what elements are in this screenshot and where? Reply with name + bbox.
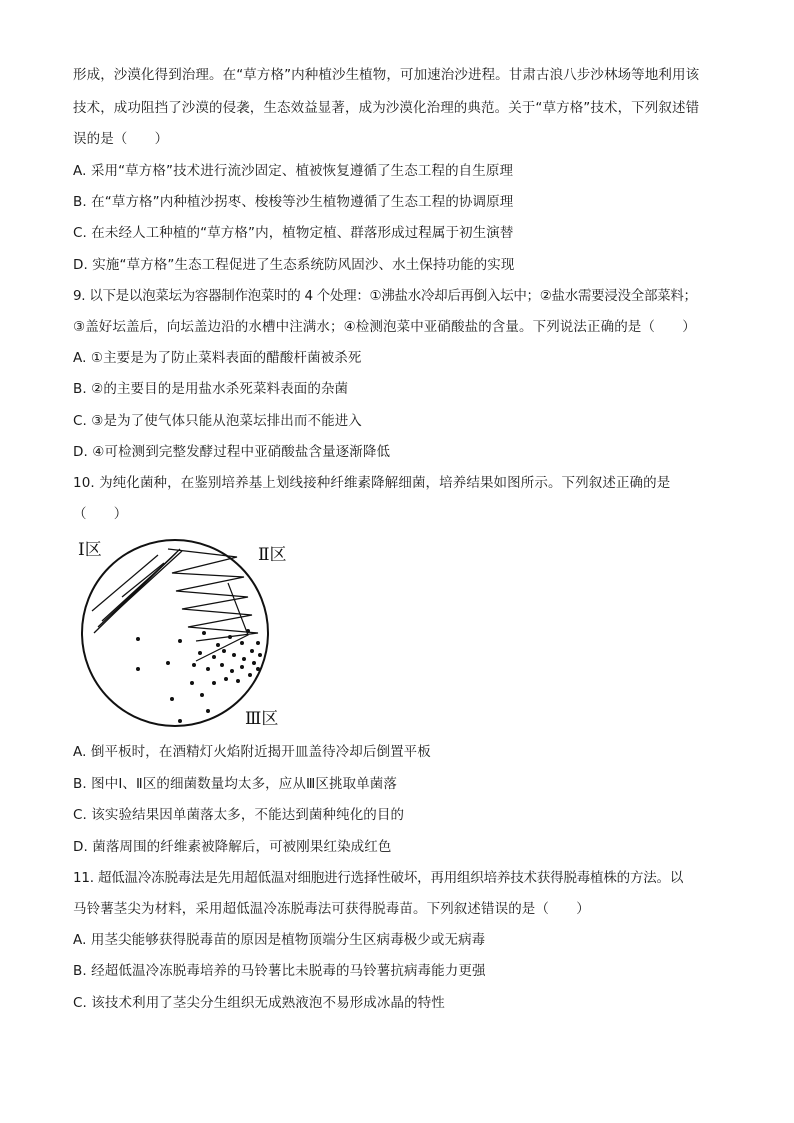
colony-dot <box>224 677 228 681</box>
colony-dot <box>256 667 260 671</box>
q8-text-line-2: 技术，成功阻挡了沙漠的侵袭，生态效益显著，成为沙漠化治理的典范。关于“草方格”技术，下列叙述错 <box>73 100 700 116</box>
colony-dot <box>232 653 236 657</box>
colony-dot <box>242 657 246 661</box>
zone1-label: Ⅰ区 <box>78 540 102 560</box>
colony-dot <box>206 667 210 671</box>
colony-dot <box>228 635 232 639</box>
q11-option-c: C. 该技术利用了茎尖分生组织无成熟液泡不易形成冰晶的特性 <box>73 995 445 1011</box>
colony-dot <box>212 655 216 659</box>
bacterial-colonies <box>136 629 262 723</box>
q10-stem-line-2: （ ） <box>73 506 128 522</box>
colony-dot <box>256 641 260 645</box>
colony-dot <box>240 641 244 645</box>
colony-dot <box>190 681 194 685</box>
colony-dot <box>198 651 202 655</box>
colony-dot <box>240 665 244 669</box>
colony-dot <box>212 681 216 685</box>
petri-dish-outline <box>82 540 268 726</box>
colony-dot <box>258 653 262 657</box>
q10-option-a: A. 倒平板时，在酒精灯火焰附近揭开皿盖待冷却后倒置平板 <box>73 744 431 760</box>
colony-dot <box>192 663 196 667</box>
q8-text-line-3: 误的是（ ） <box>73 131 169 147</box>
colony-dot <box>216 643 220 647</box>
zone2-label: Ⅱ区 <box>258 545 287 565</box>
colony-dot <box>220 663 224 667</box>
zone3-label: Ⅲ区 <box>245 709 279 729</box>
q8-option-a: A. 采用“草方格”技术进行流沙固定、植被恢复遵循了生态工程的自生原理 <box>73 163 514 179</box>
q9-option-d: D. ④可检测到完整发酵过程中亚硝酸盐含量逐渐降低 <box>73 444 391 460</box>
colony-dot <box>250 649 254 653</box>
q8-option-d: D. 实施“草方格”生态工程促进了生态系统防风固沙、水土保持功能的实现 <box>73 257 515 273</box>
colony-dot <box>248 673 252 677</box>
colony-dot <box>136 637 140 641</box>
colony-dot <box>178 719 182 723</box>
q9-stem-line-1: 9. 以下是以泡菜坛为容器制作泡菜时的 4 个处理：①沸盐水冷却后再倒入坛中；②盐水需要浸没全部菜料； <box>73 288 697 304</box>
zone1-streaks <box>92 549 182 633</box>
q10-option-c: C. 该实验结果因单菌落太多，不能达到菌种纯化的目的 <box>73 807 405 823</box>
colony-dot <box>206 709 210 713</box>
q11-option-a: A. 用茎尖能够获得脱毒苗的原因是植物顶端分生区病毒极少或无病毒 <box>73 932 486 948</box>
q10-option-b: B. 图中Ⅰ、Ⅱ区的细菌数量均太多，应从Ⅲ区挑取单菌落 <box>73 776 397 792</box>
q10-stem-line-1: 10. 为纯化菌种，在鉴别培养基上划线接种纤维素降解细菌，培养结果如图所示。下列叙述正确的是 <box>73 475 671 491</box>
colony-dot <box>230 669 234 673</box>
colony-dot <box>246 629 250 633</box>
petri-dish-figure <box>72 533 312 733</box>
q9-option-a: A. ①主要是为了防止菜料表面的醋酸杆菌被杀死 <box>73 350 362 366</box>
q11-option-b: B. 经超低温冷冻脱毒培养的马铃薯比未脱毒的马铃薯抗病毒能力更强 <box>73 963 486 979</box>
q8-option-c: C. 在未经人工种植的“草方格”内，植物定植、群落形成过程属于初生演替 <box>73 225 514 241</box>
q8-option-b: B. 在“草方格”内种植沙拐枣、梭梭等沙生植物遵循了生态工程的协调原理 <box>73 194 514 210</box>
q10-option-d: D. 菌落周围的纤维素被降解后，可被刚果红染成红色 <box>73 839 392 855</box>
colony-dot <box>178 639 182 643</box>
colony-dot <box>252 661 256 665</box>
colony-dot <box>236 679 240 683</box>
colony-dot <box>222 649 226 653</box>
colony-dot <box>166 661 170 665</box>
q11-stem-line-2: 马铃薯茎尖为材料，采用超低温冷冻脱毒法可获得脱毒苗。下列叙述错误的是（ ） <box>73 901 590 917</box>
colony-dot <box>136 667 140 671</box>
q9-stem-line-2: ③盖好坛盖后，向坛盖边沿的水槽中注满水；④检测泡菜中亚硝酸盐的含量。下列说法正确的是（ ） <box>73 319 696 335</box>
colony-dot <box>202 631 206 635</box>
q8-text-line-1: 形成，沙漠化得到治理。在“草方格”内种植沙生植物，可加速治沙进程。甘肃古浪八步沙林场等地利用该 <box>73 67 700 83</box>
colony-dot <box>170 697 174 701</box>
colony-dot <box>200 693 204 697</box>
q9-option-c: C. ③是为了使气体只能从泡菜坛排出而不能进入 <box>73 413 362 429</box>
q9-option-b: B. ②的主要目的是用盐水杀死菜料表面的杂菌 <box>73 381 349 397</box>
q11-stem-line-1: 11. 超低温冷冻脱毒法是先用超低温对细胞进行选择性破坏，再用组织培养技术获得脱毒植株的方法。以 <box>73 870 684 886</box>
